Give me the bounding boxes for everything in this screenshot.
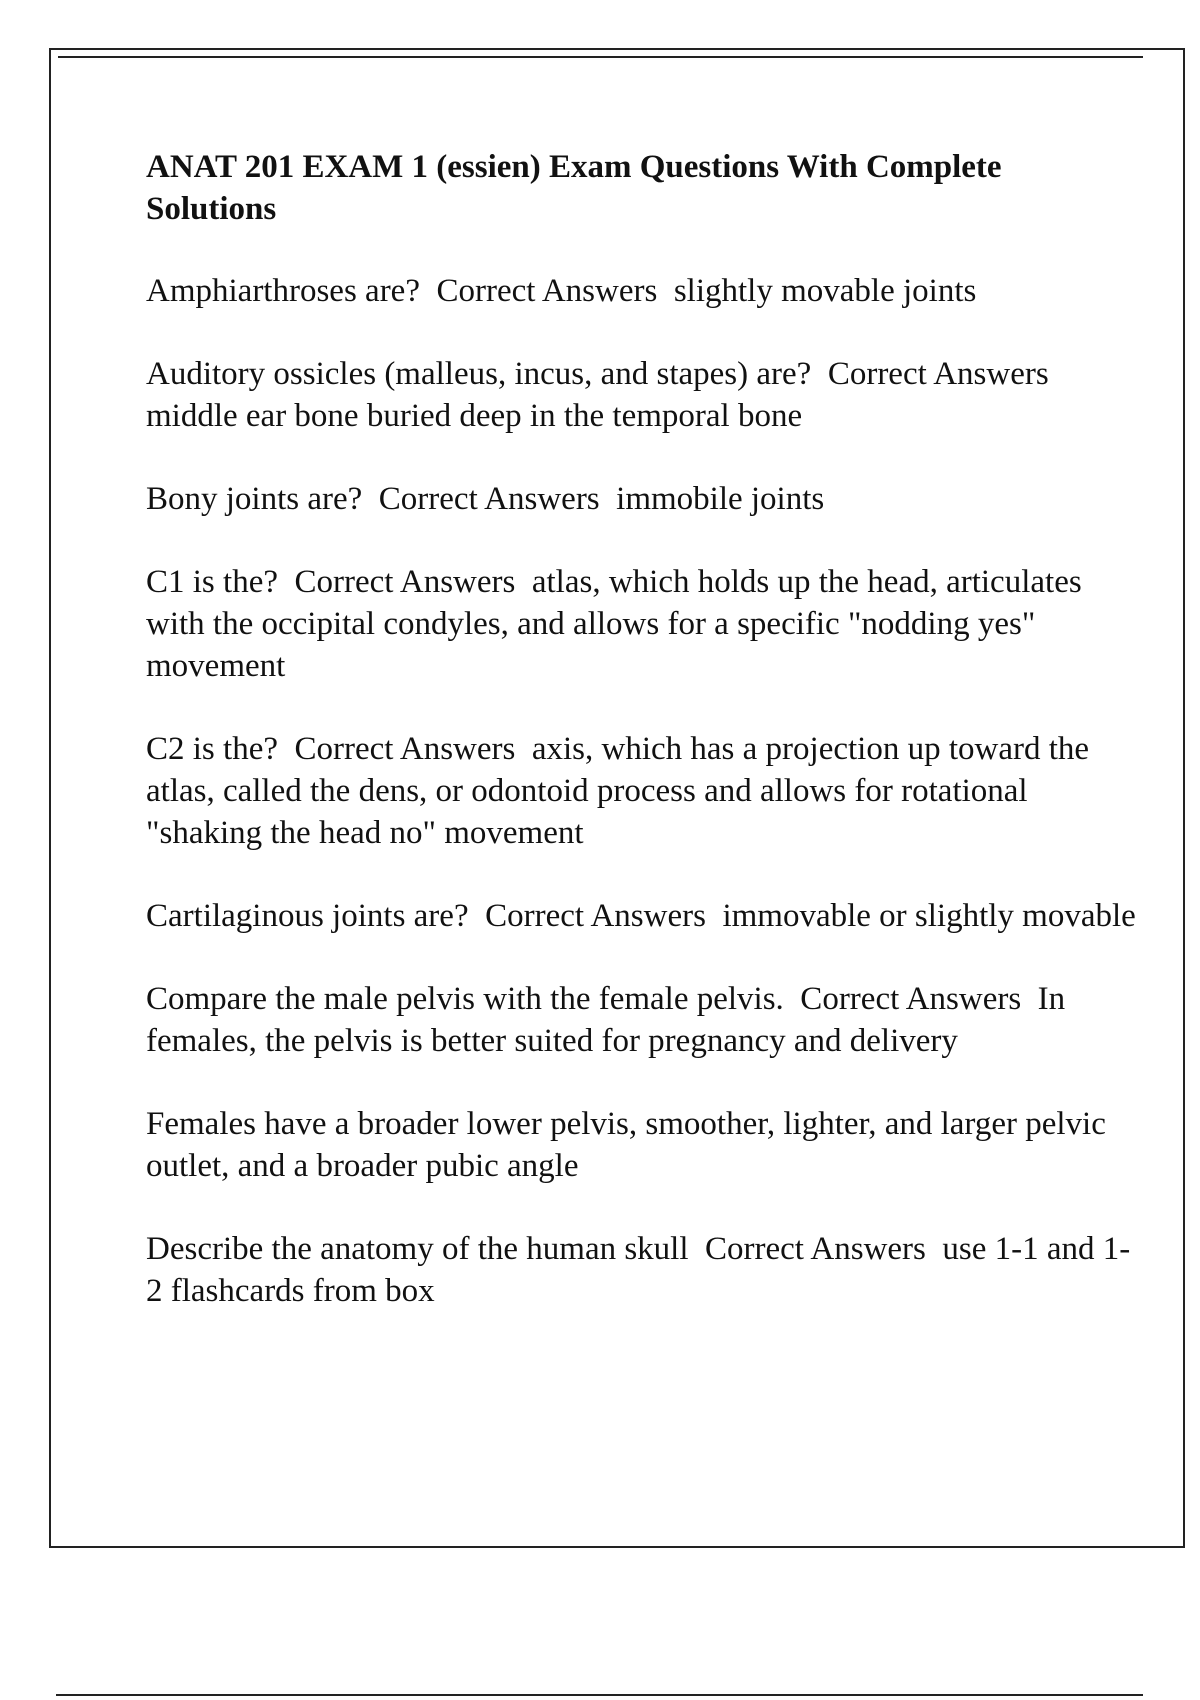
document-body: [146, 146, 1136, 1353]
qa-entry-skull: Describe the anatomy of the human skull Correct Answers use 1-1 and 1-2 flashcards from box: [146, 1231, 1131, 1309]
qa-entry-cartilaginous-joints: Cartilaginous joints are? Correct Answers immovable or slightly movable: [146, 898, 1136, 934]
page-frame: [49, 48, 1185, 1548]
qa-entry-amphiarthroses: Amphiarthroses are? Correct Answers slightly movable joints: [146, 273, 977, 309]
qa-entry-c2: C2 is the? Correct Answers axis, which has a projection up toward the atlas, called the dens, or odontoid process and allows for rotational "shaking the head no" movement: [146, 731, 1098, 851]
qa-entry-c1: C1 is the? Correct Answers atlas, which holds up the head, articulates with the occipital condyles, and allows for a specific "nodding yes" movement: [146, 564, 1090, 684]
qa-entry-bony-joints: Bony joints are? Correct Answers immobile joints: [146, 481, 825, 517]
document-title: ANAT 201 EXAM 1 (essien) Exam Questions With Complete Solutions: [146, 149, 1002, 227]
qa-entry-auditory-ossicles: Auditory ossicles (malleus, incus, and stapes) are? Correct Answers middle ear bone buried deep in the temporal bone: [146, 356, 1066, 434]
bottom-rule: [56, 1694, 1143, 1696]
top-rule: [58, 56, 1143, 58]
qa-entry-females-pelvis: Females have a broader lower pelvis, smoother, lighter, and larger pelvic outlet, and a broader pubic angle: [146, 1106, 1115, 1184]
qa-entry-pelvis-compare: Compare the male pelvis with the female pelvis. Correct Answers In females, the pelvis is better suited for pregnancy and delivery: [146, 981, 1074, 1059]
